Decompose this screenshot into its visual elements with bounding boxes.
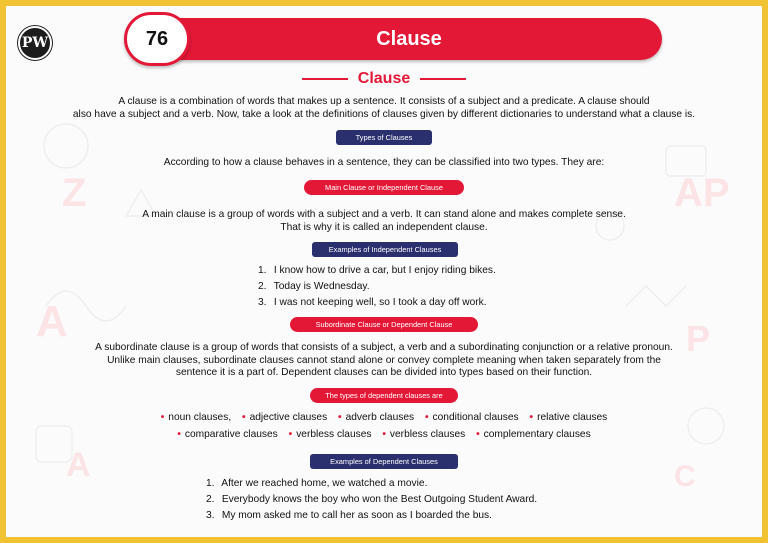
- pill-text: Examples of Dependent Clauses: [330, 457, 438, 466]
- page-number: 76: [145, 27, 169, 50]
- dependent-types-row-2: [6, 429, 762, 440]
- dependent-type-item: • conditional clauses: [424, 412, 519, 423]
- dependent-types-row-1: [6, 412, 762, 423]
- subordinate-line: sentence it is a part of. Dependent clauses can be divided into types based on their function.: [175, 367, 593, 378]
- svg-text:P: P: [686, 318, 711, 359]
- svg-text:A: A: [66, 446, 91, 484]
- pill-text: Main Clause or Independent Clause: [325, 183, 443, 192]
- item-number: 2.: [258, 281, 267, 293]
- item-number: 3.: [206, 510, 215, 522]
- list-item: [258, 263, 496, 279]
- svg-text:C: C: [674, 460, 696, 493]
- item-text: Today is Wednesday.: [273, 281, 370, 293]
- svg-text:A: A: [36, 297, 68, 346]
- dependent-type-item: • adverb clauses: [338, 412, 415, 423]
- pill-text: The types of dependent clauses are: [325, 391, 443, 400]
- infographic-page: [6, 6, 762, 537]
- logo-text: PW: [21, 35, 49, 51]
- main-content: [6, 6, 762, 537]
- heading-rule-left: [302, 78, 348, 80]
- subordinate-line: Unlike main clauses, subordinate clauses cannot stand alone or convey complete meaning when taken separately from the: [107, 354, 661, 366]
- subordinate-line: A subordinate clause is a group of words that consists of a subject, a verb and a subordinating conjunction or a relative pronoun.: [95, 342, 673, 353]
- page-title: Clause: [376, 27, 442, 50]
- item-text: After we reached home, we watched a movie.: [221, 478, 428, 489]
- item-text: I was not keeping well, so I took a day off work.: [273, 297, 487, 309]
- pill-text: Examples of Independent Clauses: [328, 245, 442, 254]
- list-item: [206, 476, 537, 492]
- intro-line: also have a subject and a verb. Now, take a look at the definitions of clauses given by different dictionaries to understand what a clause is.: [72, 108, 696, 120]
- dependent-type-item: • noun clauses,: [160, 412, 232, 423]
- independent-examples-label: [312, 242, 458, 257]
- types-line: According to how a clause behaves in a sentence, they can be classified into two types. They are:: [163, 157, 605, 168]
- subordinate-clause-label: [290, 317, 478, 332]
- list-item: [206, 492, 537, 508]
- main-clause-label: [304, 180, 464, 195]
- dependent-type-item: • complementary clauses: [476, 429, 591, 440]
- svg-text:AP: AP: [674, 171, 730, 215]
- main-clause-line: That is why it is called an independent clause.: [280, 221, 488, 233]
- item-text: Everybody knows the boy who won the Best Outgoing Student Award.: [221, 494, 538, 506]
- item-text: I know how to drive a car, but I enjoy riding bikes.: [273, 265, 496, 276]
- section-heading: [6, 70, 762, 88]
- item-number: 1.: [206, 478, 215, 489]
- item-number: 1.: [258, 265, 267, 276]
- dependent-examples-label: [310, 454, 458, 469]
- section-heading-text: Clause: [357, 70, 411, 87]
- independent-examples-list: [258, 263, 496, 312]
- dependent-type-item: • verbless clauses: [382, 429, 466, 440]
- list-item: [206, 508, 537, 524]
- main-clause-line: A main clause is a group of words with a subject and a verb. It can stand alone and makes complete sense.: [142, 209, 626, 220]
- heading-rule-right: [420, 78, 466, 80]
- pill-text: Types of Clauses: [355, 133, 413, 142]
- intro-paragraph: [26, 96, 742, 121]
- dependent-type-item: • comparative clauses: [177, 429, 278, 440]
- item-number: 2.: [206, 494, 215, 506]
- main-clause-paragraph: [26, 209, 742, 234]
- item-text: My mom asked me to call her as soon as I boarded the bus.: [221, 510, 492, 522]
- dependent-type-item: • verbless clauses: [288, 429, 372, 440]
- dependent-examples-list: [206, 476, 537, 525]
- item-number: 3.: [258, 297, 267, 309]
- subordinate-paragraph: [26, 342, 742, 380]
- dependent-types-label: [310, 388, 458, 403]
- dependent-type-item: • adjective clauses: [242, 412, 328, 423]
- dependent-type-item: • relative clauses: [529, 412, 608, 423]
- svg-text:Z: Z: [62, 171, 87, 215]
- types-paragraph: [26, 157, 742, 170]
- pill-text: Subordinate Clause or Dependent Clause: [315, 320, 453, 329]
- list-item: [258, 295, 496, 311]
- types-of-clauses-label: [336, 130, 432, 145]
- intro-line: A clause is a combination of words that makes up a sentence. It consists of a subject and a predicate. A clause should: [118, 96, 650, 107]
- list-item: [258, 279, 496, 295]
